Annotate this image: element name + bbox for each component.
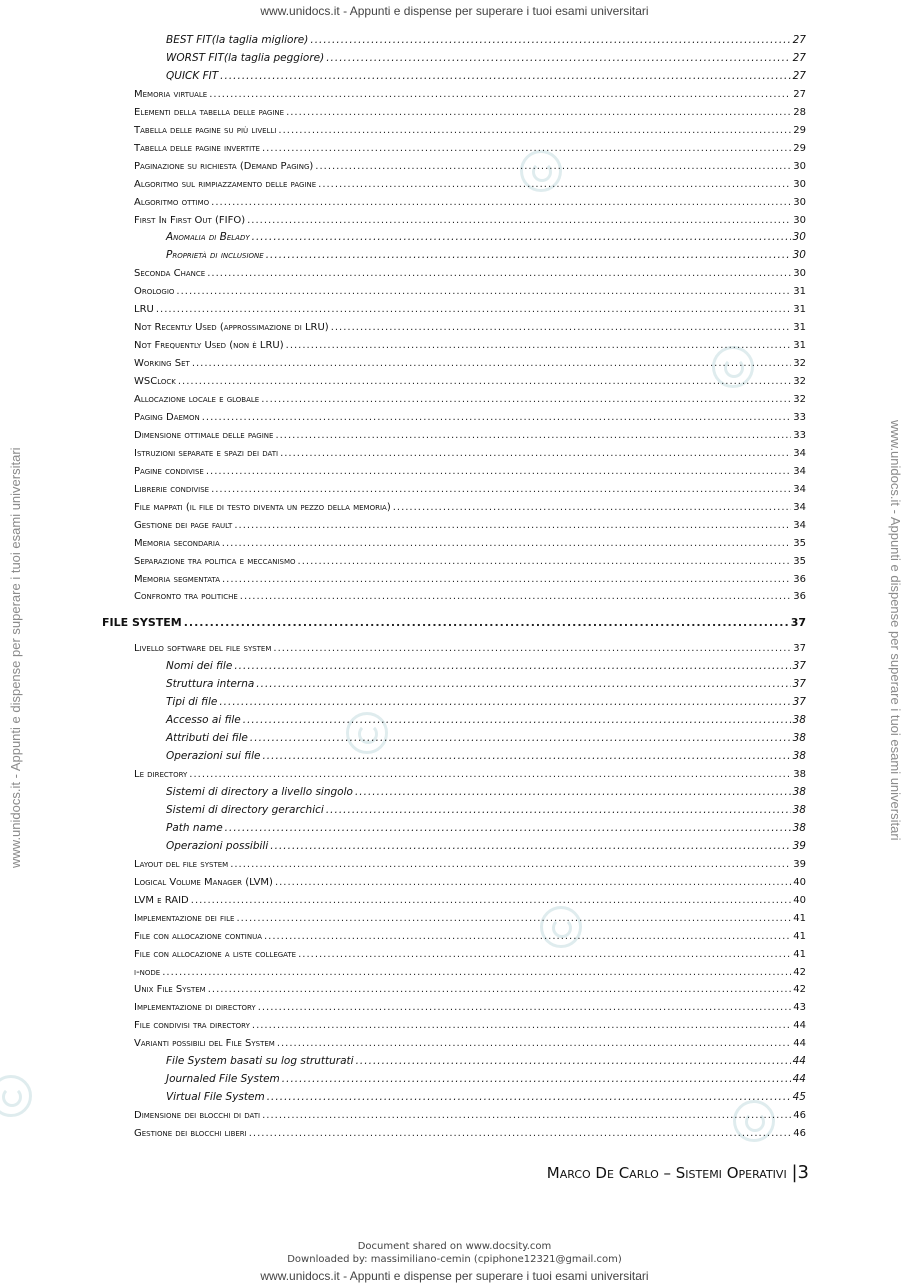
toc-entry-page: 40: [793, 894, 806, 906]
toc-dot-leader: [298, 948, 791, 961]
toc-entry: [134, 196, 806, 209]
toc-entry: [166, 822, 806, 835]
toc-dot-leader: [208, 983, 792, 996]
toc-dot-leader: [266, 249, 791, 262]
toc-entry: [134, 912, 806, 925]
toc-entry-title: Journaled File System: [166, 1073, 280, 1086]
toc-entry: [134, 876, 806, 889]
download-line-2: Downloaded by: massimiliano-cemin (cpiphone12321@gmail.com): [287, 1254, 622, 1265]
toc-entry-title: WSClock: [134, 376, 176, 388]
toc-entry-title: Working Set: [134, 358, 190, 370]
toc-dot-leader: [156, 303, 791, 316]
toc-entry-title: Algoritmo ottimo: [134, 196, 210, 208]
toc-entry-title: Not Frequently Used (non è LRU): [134, 340, 284, 352]
toc-entry-page: 37: [790, 616, 806, 630]
toc-entry-page: 32: [793, 394, 806, 405]
toc-dot-leader: [298, 555, 792, 568]
toc-entry-title: Elementi della tabella delle pagine: [134, 106, 285, 118]
top-banner: www.unidocs.it - Appunti e dispense per superare i tuoi esami universitari: [260, 4, 649, 18]
toc-entry-title: Memoria segmentata: [134, 573, 220, 585]
toc-entry: [134, 948, 806, 961]
toc-entry-page: 41: [793, 948, 806, 960]
toc-entry-title: i-node: [134, 966, 161, 978]
toc-entry: [134, 483, 806, 496]
toc-entry-title: Le directory: [134, 769, 188, 781]
toc-dot-leader: [192, 357, 791, 370]
toc-entry-title: First In First Out (FIFO): [134, 214, 246, 226]
toc-entry-page: 37: [792, 678, 806, 691]
toc-entry: [166, 732, 806, 745]
toc-dot-leader: [262, 142, 791, 155]
toc-entry-title: Allocazione locale e globale: [134, 394, 260, 405]
toc-dot-leader: [222, 573, 791, 586]
toc-dot-leader: [207, 267, 791, 280]
watermark-logo-icon: [0, 1075, 32, 1117]
toc-entry-page: 42: [793, 966, 806, 978]
toc-dot-leader: [225, 822, 791, 835]
toc-entry: [134, 124, 806, 137]
toc-dot-leader: [219, 696, 790, 709]
toc-entry: [134, 642, 806, 655]
toc-dot-leader: [278, 124, 791, 137]
toc-entry: [134, 303, 806, 316]
toc-entry: [134, 519, 806, 532]
toc-dot-leader: [176, 285, 791, 298]
toc-dot-leader: [264, 930, 791, 943]
toc-dot-leader: [247, 214, 791, 227]
toc-entry-page: 30: [792, 249, 806, 262]
toc-entry-title: Seconda Chance: [134, 268, 206, 280]
toc-entry: [134, 357, 806, 370]
toc-entry-title: BEST FIT(la taglia migliore): [166, 34, 309, 46]
toc-entry-title: Implementazione di directory: [134, 1002, 256, 1014]
toc-entry: [134, 393, 806, 406]
toc-entry: [166, 660, 806, 673]
toc-entry-page: 30: [793, 268, 806, 280]
toc-entry-page: 46: [793, 1128, 806, 1140]
toc-entry-page: 31: [793, 322, 806, 334]
toc-entry-title: Operazioni possibili: [166, 839, 269, 852]
toc-entry-page: 39: [792, 839, 806, 852]
toc-entry: [134, 106, 806, 119]
toc-entry-page: 34: [793, 501, 806, 513]
toc-entry-page: 44: [792, 1055, 806, 1068]
toc-entry-page: 42: [793, 984, 806, 996]
toc-entry-page: 34: [793, 447, 806, 459]
toc-dot-leader: [250, 732, 791, 745]
toc-dot-leader: [162, 966, 791, 979]
toc-entry-title: Paging Daemon: [134, 411, 200, 423]
toc-entry-page: 38: [792, 786, 806, 798]
toc-entry-title: Livello software del file system: [134, 643, 272, 655]
toc-entry-title: Struttura interna: [166, 678, 255, 691]
toc-dot-leader: [211, 196, 791, 209]
toc-dot-leader: [275, 429, 791, 442]
toc-entry: [166, 231, 806, 244]
toc-entry: [134, 339, 806, 352]
toc-entry-title: Dimensione ottimale delle pagine: [134, 429, 274, 441]
toc-entry-title: Operazioni sui file: [166, 750, 261, 763]
toc-entry-title: File mappati (il file di testo diventa un pezzo della memoria): [134, 501, 391, 513]
toc-entry-page: 45: [792, 1091, 806, 1104]
toc-dot-leader: [220, 70, 790, 83]
toc-entry: [134, 930, 806, 943]
toc-dot-leader: [249, 1127, 792, 1140]
toc-entry-page: 30: [793, 196, 806, 208]
toc-entry-page: 41: [793, 912, 806, 924]
toc-entry-title: Not Recently Used (approssimazione di LRU): [134, 322, 329, 334]
toc-entry: [134, 429, 806, 442]
toc-dot-leader: [393, 501, 792, 514]
toc-entry-page: 30: [793, 160, 806, 172]
toc-entry: [166, 34, 806, 47]
toc-entry-page: 31: [793, 340, 806, 352]
toc-entry-page: 27: [792, 51, 806, 64]
toc-dot-leader: [310, 34, 790, 47]
toc-entry-page: 32: [793, 358, 806, 370]
toc-entry-title: Algoritmo sul rimpiazzamento delle pagine: [134, 178, 317, 190]
toc-entry: [134, 285, 806, 298]
toc-dot-leader: [315, 160, 791, 173]
toc-entry: [166, 714, 806, 727]
toc-entry-page: 34: [793, 483, 806, 495]
toc-entry-title: WORST FIT(la taglia peggiore): [166, 51, 325, 64]
toc-entry: [134, 501, 806, 514]
toc-entry-page: 44: [792, 1073, 806, 1086]
toc-entry: [134, 858, 806, 871]
toc-entry: [134, 447, 806, 460]
toc-entry: [134, 1109, 806, 1122]
toc-entry-title: Dimensione dei blocchi di dati: [134, 1110, 261, 1122]
toc-dot-leader: [243, 714, 791, 727]
toc-dot-leader: [178, 375, 791, 388]
toc-dot-leader: [280, 447, 791, 460]
toc-dot-leader: [286, 339, 792, 352]
toc-entry: [166, 1073, 806, 1086]
toc-dot-leader: [270, 840, 790, 853]
toc-entry: [134, 267, 806, 280]
toc-dot-leader: [209, 88, 791, 101]
toc-entry-page: 33: [793, 411, 806, 423]
toc-entry-title: Confronto tra politiche: [134, 591, 238, 603]
toc-entry-page: 38: [792, 821, 806, 834]
toc-entry-page: 33: [793, 429, 806, 441]
toc-entry: [134, 142, 806, 155]
toc-entry-title: Sistemi di directory a livello singolo: [166, 786, 353, 798]
toc-entry-page: 35: [793, 537, 806, 549]
toc-entry-page: 29: [793, 142, 806, 154]
toc-entry: [166, 1091, 806, 1104]
toc-entry: [134, 411, 806, 424]
toc-entry-page: 44: [793, 1038, 806, 1050]
toc-entry-page: 36: [793, 573, 806, 585]
toc-dot-leader: [282, 1073, 791, 1086]
toc-entry-page: 31: [793, 304, 806, 316]
toc-entry-page: 30: [793, 178, 806, 190]
toc-entry-page: 35: [793, 555, 806, 567]
toc-entry-page: 37: [792, 660, 806, 673]
toc-dot-leader: [256, 678, 790, 691]
toc-entry-page: 38: [792, 732, 806, 745]
right-side-banner: www.unidocs.it - Appunti e dispense per superare i tuoi esami universitari: [888, 420, 903, 841]
toc-entry: [134, 573, 806, 586]
toc-entry-title: Nomi dei file: [166, 660, 233, 673]
toc-entry-title: Implementazione dei file: [134, 912, 235, 924]
toc-entry-page: 32: [793, 376, 806, 388]
toc-entry: [134, 983, 806, 996]
toc-entry: [166, 786, 806, 799]
toc-dot-leader: [355, 786, 791, 799]
toc-entry-title: Proprietà di inclusione: [166, 249, 264, 262]
toc-entry: [134, 1037, 806, 1050]
toc-entry-title: Path name: [166, 821, 223, 834]
toc-dot-leader: [318, 178, 791, 191]
toc-entry: [166, 249, 806, 262]
toc-entry-title: File System basati su log strutturati: [166, 1055, 354, 1068]
download-line-1: Document shared on www.docsity.com: [357, 1241, 552, 1252]
toc-entry-page: 38: [792, 750, 806, 763]
toc-entry-title: Librerie condivise: [134, 483, 210, 495]
toc-entry-page: 40: [793, 876, 806, 888]
toc-entry-page: 44: [793, 1020, 806, 1032]
toc-entry-page: 34: [793, 519, 806, 531]
toc-entry-page: 43: [793, 1002, 806, 1014]
toc-entry: [134, 1001, 806, 1014]
toc-dot-leader: [222, 537, 791, 550]
toc-entry-title: Pagine condivise: [134, 465, 204, 477]
toc-entry: [102, 616, 806, 629]
toc-entry: [166, 840, 806, 853]
toc-entry-page: 36: [793, 591, 806, 603]
toc-entry: [134, 768, 806, 781]
toc-entry: [166, 70, 806, 83]
toc-entry-title: Gestione dei blocchi liberi: [134, 1128, 247, 1140]
toc-entry-title: Sistemi di directory gerarchici: [166, 803, 324, 816]
toc-entry-page: 27: [793, 88, 806, 100]
toc-entry-title: File con allocazione continua: [134, 930, 262, 942]
toc-dot-leader: [252, 1019, 791, 1032]
toc-entry: [166, 804, 806, 817]
toc-entry-title: Tipi di file: [166, 696, 218, 709]
toc-dot-leader: [262, 750, 790, 763]
toc-entry: [134, 555, 806, 568]
toc-entry-title: Tabella delle pagine su più livelli: [134, 124, 277, 136]
toc-entry-title: Memoria virtuale: [134, 88, 208, 100]
toc-entry-page: 28: [793, 106, 806, 118]
toc-entry: [134, 465, 806, 478]
toc-entry-title: File condivisi tra directory: [134, 1020, 250, 1032]
toc-dot-leader: [234, 519, 791, 532]
toc-entry: [166, 1055, 806, 1068]
toc-entry-title: Virtual File System: [166, 1091, 265, 1104]
toc-dot-leader: [326, 804, 791, 817]
toc-entry-title: Varianti possibili del File System: [134, 1038, 275, 1050]
footer-page-number: 3: [797, 1162, 809, 1183]
toc-entry: [134, 894, 806, 907]
toc-dot-leader: [252, 231, 791, 244]
toc-entry-page: 39: [793, 858, 806, 870]
toc-dot-leader: [191, 894, 792, 907]
toc-entry-title: Accesso ai file: [166, 714, 241, 727]
toc-entry-page: 37: [793, 643, 806, 655]
toc-dot-leader: [236, 912, 791, 925]
toc-entry: [134, 1019, 806, 1032]
toc-entry-title: Layout del file system: [134, 858, 229, 870]
toc-entry-title: Orologio: [134, 286, 175, 298]
toc-dot-leader: [240, 590, 792, 603]
toc-entry-title: Tabella delle pagine invertite: [134, 142, 260, 154]
toc-entry: [134, 214, 806, 227]
toc-entry-page: 41: [793, 930, 806, 942]
toc-dot-leader: [286, 106, 791, 119]
toc-dot-leader: [261, 393, 791, 406]
toc-dot-leader: [277, 1037, 791, 1050]
toc-entry-title: Unix File System: [134, 984, 206, 996]
toc-dot-leader: [262, 1109, 791, 1122]
toc-dot-leader: [189, 768, 791, 781]
toc-dot-leader: [331, 321, 792, 334]
toc-dot-leader: [230, 858, 791, 871]
toc-entry-page: 30: [793, 214, 806, 226]
toc-entry-title: Paginazione su richiesta (Demand Paging): [134, 160, 314, 172]
toc-entry: [134, 88, 806, 101]
toc-entry: [134, 178, 806, 191]
toc-entry-page: 27: [792, 34, 806, 46]
toc-entry-title: FILE SYSTEM: [102, 616, 182, 630]
toc-entry-page: 27: [792, 69, 806, 82]
toc-entry-page: 30: [792, 231, 806, 244]
toc-dot-leader: [206, 465, 791, 478]
toc-entry-title: File con allocazione a liste collegate: [134, 948, 297, 960]
toc-entry: [134, 321, 806, 334]
toc-entry-title: Separazione tra politica e meccanismo: [134, 555, 296, 567]
toc-dot-leader: [356, 1055, 791, 1068]
toc-entry: [134, 1127, 806, 1140]
toc-entry-title: LRU: [134, 304, 154, 316]
toc-entry-page: 38: [793, 769, 806, 781]
toc-entry-title: QUICK FIT: [166, 69, 219, 82]
toc-entry-page: 38: [792, 803, 806, 816]
toc-entry-title: Gestione dei page fault: [134, 519, 233, 531]
toc-entry-page: 46: [793, 1110, 806, 1122]
bottom-banner: www.unidocs.it - Appunti e dispense per superare i tuoi esami universitari: [260, 1269, 649, 1283]
toc-entry: [166, 696, 806, 709]
toc-dot-leader: [273, 642, 791, 655]
toc-dot-leader: [258, 1001, 792, 1014]
toc-entry-title: LVM e RAID: [134, 894, 189, 906]
toc-entry-title: Logical Volume Manager (LVM): [134, 876, 273, 888]
toc-entry: [166, 678, 806, 691]
toc-dot-leader: [267, 1091, 791, 1104]
toc-entry: [166, 750, 806, 763]
toc-dot-leader: [202, 411, 792, 424]
toc-dot-leader: [326, 52, 790, 65]
toc-entry-title: Anomalia di Belady: [166, 231, 250, 244]
toc-entry-title: Attributi dei file: [166, 732, 248, 745]
toc-entry: [134, 537, 806, 550]
toc-entry-page: 34: [793, 465, 806, 477]
toc-entry: [134, 966, 806, 979]
toc-entry: [134, 375, 806, 388]
footer-author: Marco De Carlo – Sistemi Operativi: [546, 1164, 787, 1182]
toc-dot-leader: [234, 660, 790, 673]
toc-entry: [166, 52, 806, 65]
left-side-banner: www.unidocs.it - Appunti e dispense per superare i tuoi esami universitari: [8, 447, 23, 868]
toc-entry-title: Memoria secondaria: [134, 537, 220, 549]
toc-dot-leader: [184, 616, 789, 629]
toc-entry-page: 38: [792, 714, 806, 727]
toc-entry: [134, 160, 806, 173]
toc-dot-leader: [211, 483, 791, 496]
toc-dot-leader: [275, 876, 791, 889]
footer-separator: |: [791, 1162, 798, 1183]
page-footer: [547, 1162, 809, 1183]
toc-entry-page: 31: [793, 286, 806, 298]
toc-entry-page: 29: [793, 124, 806, 136]
toc-entry-title: Istruzioni separate e spazi dei dati: [134, 447, 279, 459]
toc-entry-page: 37: [792, 696, 806, 709]
toc-entry: [134, 590, 806, 603]
